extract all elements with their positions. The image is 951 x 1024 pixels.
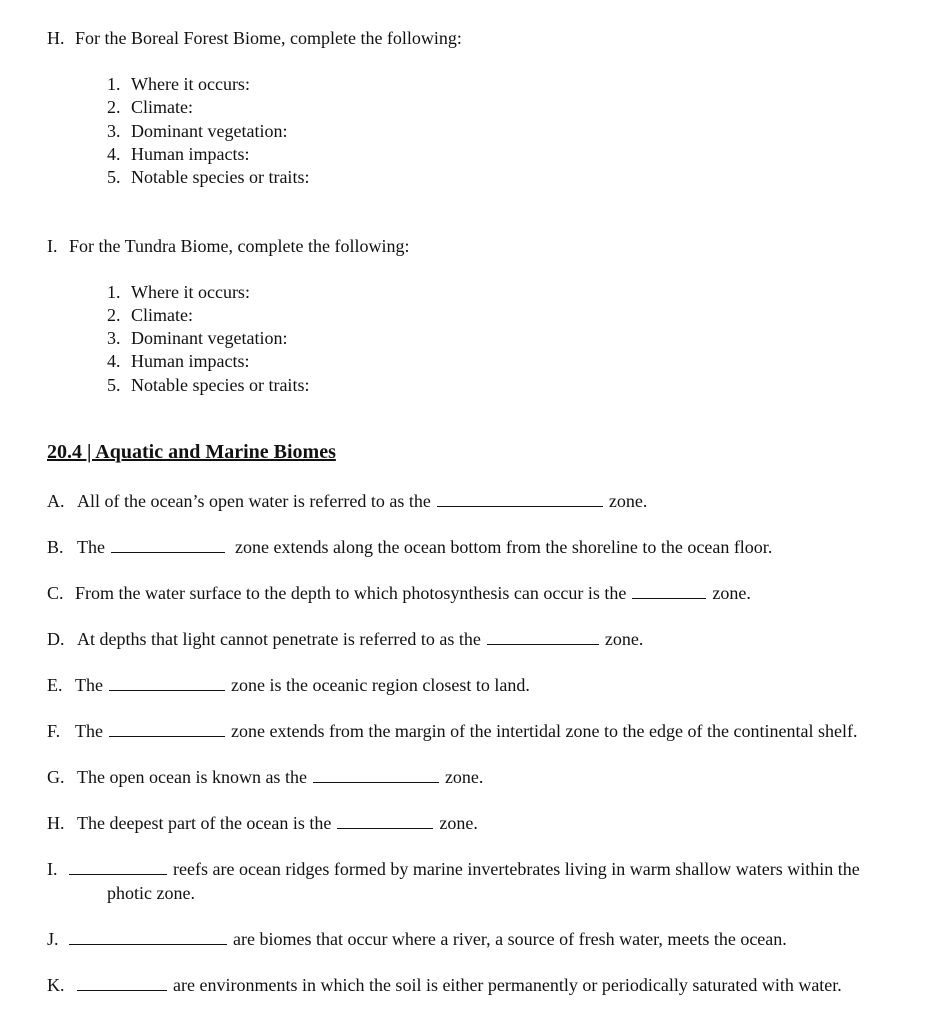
answer-blank[interactable]: [69, 928, 227, 945]
section-h-letter: H.: [47, 28, 65, 48]
question-d: D. At depths that light cannot penetrate is referred to as the zone.: [47, 629, 644, 649]
question-a: A. All of the ocean’s open water is referred to as the zone.: [47, 491, 648, 511]
list-item: 5. Notable species or traits:: [107, 375, 310, 395]
question-e: E. The zone is the oceanic region closest to land.: [47, 675, 530, 695]
answer-blank[interactable]: [337, 812, 433, 829]
question-h: H. The deepest part of the ocean is the zone.: [47, 813, 478, 833]
answer-blank[interactable]: [487, 628, 599, 645]
list-item: 3. Dominant vegetation:: [107, 328, 288, 348]
list-item: 2. Climate:: [107, 305, 193, 325]
section-i-prompt: For the Tundra Biome, complete the following:: [69, 236, 410, 256]
section-heading: 20.4 | Aquatic and Marine Biomes: [47, 441, 336, 463]
answer-blank[interactable]: [437, 490, 603, 507]
answer-blank[interactable]: [77, 974, 167, 991]
list-item: 1. Where it occurs:: [107, 74, 250, 94]
list-item: 4. Human impacts:: [107, 144, 250, 164]
section-i-letter: I.: [47, 236, 58, 256]
question-b: B. The zone extends along the ocean bottom from the shoreline to the ocean floor.: [47, 537, 773, 557]
answer-blank[interactable]: [109, 674, 225, 691]
section-i-prompt-line: [47, 235, 409, 257]
list-item: 2. Climate:: [107, 97, 193, 117]
question-f: F. The zone extends from the margin of the intertidal zone to the edge of the continental shelf.: [47, 721, 858, 741]
list-item: 1. Where it occurs:: [107, 282, 250, 302]
answer-blank[interactable]: [313, 766, 439, 783]
question-i: I. reefs are ocean ridges formed by marine invertebrates living in warm shallow waters within the: [47, 859, 860, 879]
list-item: 5. Notable species or traits:: [107, 167, 310, 187]
question-g: G. The open ocean is known as the zone.: [47, 767, 484, 787]
answer-blank[interactable]: [111, 536, 225, 553]
question-i-continuation: photic zone.: [107, 883, 195, 903]
list-item: 3. Dominant vegetation:: [107, 121, 288, 141]
question-c: C. From the water surface to the depth to which photosynthesis can occur is the zone.: [47, 583, 751, 603]
question-j: J. are biomes that occur where a river, a source of fresh water, meets the ocean.: [47, 929, 787, 949]
section-h-prompt-line: [47, 27, 462, 49]
answer-blank[interactable]: [69, 858, 167, 875]
answer-blank[interactable]: [632, 582, 706, 599]
answer-blank[interactable]: [109, 720, 225, 737]
list-item: 4. Human impacts:: [107, 351, 250, 371]
question-k: K. are environments in which the soil is either permanently or periodically saturated with water.: [47, 975, 842, 995]
section-h-prompt: For the Boreal Forest Biome, complete the following:: [75, 28, 462, 48]
